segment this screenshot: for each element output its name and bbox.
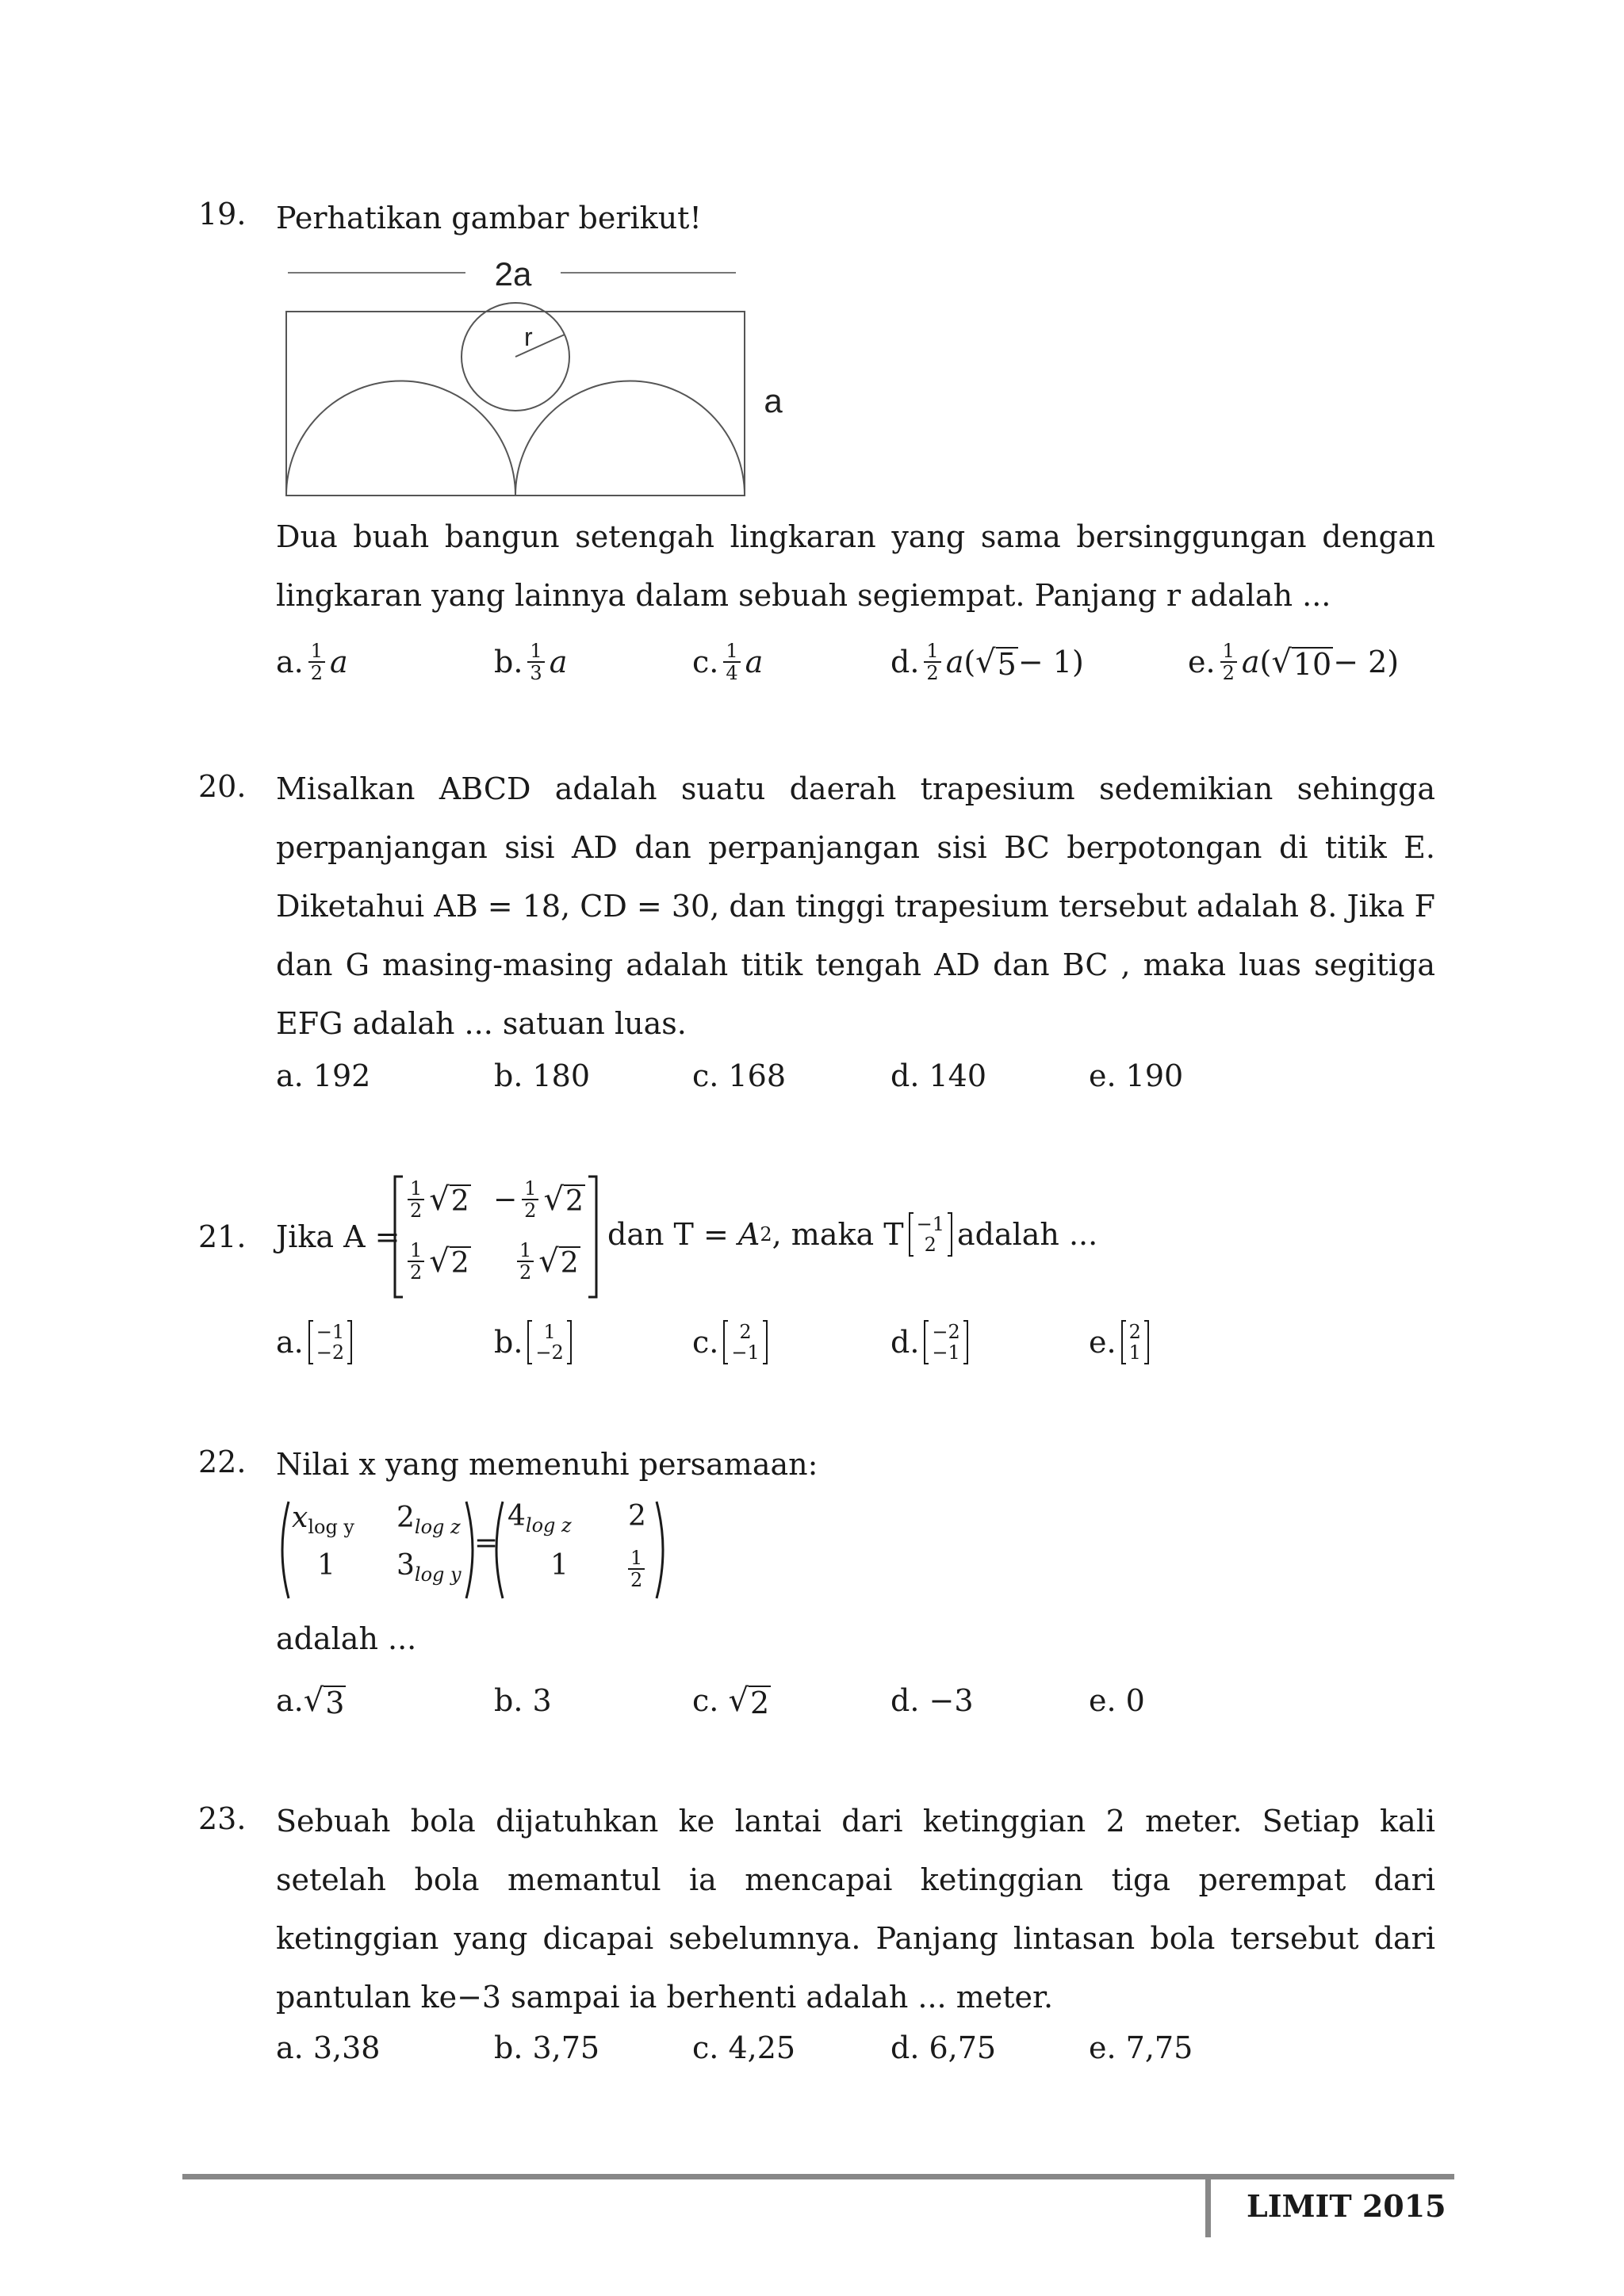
footer-rule: [182, 2174, 1454, 2179]
vector: −1 2: [909, 1212, 952, 1257]
equals-sign: =: [474, 1527, 499, 1559]
option-c[interactable]: c. √ 2: [692, 1682, 770, 1720]
label-2a: 2a: [494, 255, 532, 293]
question-tail: adalah ...: [276, 1621, 417, 1656]
question-number: 23.: [198, 1801, 247, 1836]
vector: 2 −1: [723, 1320, 767, 1364]
option-b[interactable]: b. 180: [494, 1058, 591, 1093]
cell-r2c2: $\frac{1}{2}$ √ 2: [512, 1240, 580, 1283]
question-number: 20.: [198, 769, 247, 804]
option-c[interactable]: c. 2 −1: [692, 1314, 772, 1370]
option-d[interactable]: d. 140: [891, 1058, 987, 1093]
fraction: $\frac{1}{4}$: [723, 641, 740, 683]
option-a[interactable]: a. 3,38: [276, 2030, 381, 2065]
left-b: $2_{log z}$: [396, 1502, 461, 1539]
question-lead: Jika A =: [276, 1219, 400, 1254]
vector: −1 −2: [308, 1320, 352, 1364]
vector: −2 −1: [924, 1320, 967, 1364]
option-e[interactable]: e. 2 1: [1089, 1314, 1154, 1370]
option-e[interactable]: e. 0: [1089, 1683, 1145, 1718]
option-d[interactable]: d. −3: [891, 1683, 974, 1718]
semicircles-figure: [282, 254, 797, 499]
option-d[interactable]: d. 6,75: [891, 2030, 997, 2065]
option-e[interactable]: e. 190: [1089, 1058, 1184, 1093]
question-tail: dan T = A 2 , maka T −1 2 adalah ...: [607, 1213, 1098, 1256]
question-number: 19.: [198, 197, 247, 232]
cell-r1c1: $\frac{1}{2}$ √ 2: [403, 1178, 471, 1221]
matrix-equation: [276, 1498, 672, 1601]
option-e[interactable]: e. $\frac{1}{2}$ a ( √ 10 − 2): [1188, 640, 1400, 684]
square-root: √ 10: [1271, 644, 1332, 682]
label-a: a: [764, 382, 783, 419]
vector: 1 −2: [527, 1320, 571, 1364]
right-d: $\frac{1}{2}$: [623, 1548, 649, 1590]
fraction: $\frac{1}{3}$: [527, 641, 544, 683]
matrix-A: [392, 1173, 599, 1300]
vector: 2 1: [1121, 1320, 1149, 1364]
answer-options: [276, 1048, 1465, 1104]
answer-options: [276, 634, 1465, 690]
option-a[interactable]: a. 192: [276, 1058, 371, 1093]
right-a: $4_{log z}$: [508, 1500, 572, 1537]
cell-r1c2: − $\frac{1}{2}$ √ 2: [493, 1177, 584, 1222]
option-c[interactable]: c. 168: [692, 1058, 786, 1093]
option-b[interactable]: b. 3,75: [494, 2030, 600, 2065]
question-number: 22.: [198, 1445, 247, 1479]
square-root: √ 3: [303, 1682, 345, 1720]
rectangle: [286, 312, 745, 496]
option-b[interactable]: b. $\frac{1}{3}$ a: [494, 640, 568, 684]
fraction: $\frac{1}{2}$: [924, 641, 940, 683]
option-a[interactable]: a. $\frac{1}{2}$ a: [276, 640, 348, 684]
option-c[interactable]: c. $\frac{1}{4}$ a: [692, 640, 764, 684]
left-a: $x_{log y}$: [292, 1502, 354, 1539]
option-e[interactable]: e. 7,75: [1089, 2030, 1193, 2065]
question-number: 21.: [198, 1219, 247, 1254]
option-d[interactable]: d. −2 −1: [891, 1314, 973, 1370]
option-a[interactable]: a. √ 3: [276, 1682, 345, 1720]
right-b: 2: [628, 1500, 646, 1533]
question-text: Misalkan ABCD adalah suatu daerah trapesium sedemikian sehingga perpanjangan sisi AD dan perpanjangan sisi BC berpotongan di titik E. Diketahui AB = 18, CD = 30, dan tinggi trapesium tersebut adalah 8. Jika F dan G masing-masing adalah titik tengah AD dan BC , maka luas segitiga EFG adalah ... satuan luas.: [276, 771, 1435, 1041]
option-b[interactable]: b. 1 −2: [494, 1314, 576, 1370]
option-c[interactable]: c. 4,25: [692, 2030, 796, 2065]
square-root: √ 5: [975, 644, 1017, 682]
answer-options: [276, 1673, 1465, 1728]
radius-line: [515, 335, 565, 357]
footer-divider: [1205, 2174, 1211, 2237]
answer-options: [276, 1314, 1465, 1370]
option-d[interactable]: d. $\frac{1}{2}$ a ( √ 5 − 1): [891, 640, 1084, 684]
left-c: 1: [317, 1549, 335, 1582]
option-a[interactable]: a. −1 −2: [276, 1314, 357, 1370]
question-prompt: Perhatikan gambar berikut!: [276, 201, 702, 235]
fraction: $\frac{1}{2}$: [1220, 641, 1237, 683]
question-text: Nilai x yang memenuhi persamaan:: [276, 1447, 818, 1482]
question-text: Sebuah bola dijatuhkan ke lantai dari ketinggian 2 meter. Setiap kali setelah bola memantul ia mencapai ketinggian tiga perempat dari ketinggian yang dicapai sebelumnya. Panjang lintasan bola tersebut dari pantulan ke−3 sampai ia berhenti adalah ... meter.: [276, 1804, 1435, 2015]
left-d: $3_{log y}$: [396, 1549, 462, 1586]
question-text: Dua buah bangun setengah lingkaran yang sama bersinggungan dengan lingkaran yang lainnya dalam sebuah segiempat. Panjang r adalah ...: [276, 519, 1435, 613]
label-r: r: [524, 323, 533, 351]
footer-label: LIMIT 2015: [1247, 2188, 1446, 2224]
fraction: $\frac{1}{2}$: [308, 641, 325, 683]
cell-r2c1: $\frac{1}{2}$ √ 2: [403, 1240, 471, 1283]
option-b[interactable]: b. 3: [494, 1683, 552, 1718]
right-c: 1: [550, 1549, 569, 1582]
answer-options: [276, 2020, 1465, 2076]
square-root: √ 2: [728, 1682, 770, 1720]
